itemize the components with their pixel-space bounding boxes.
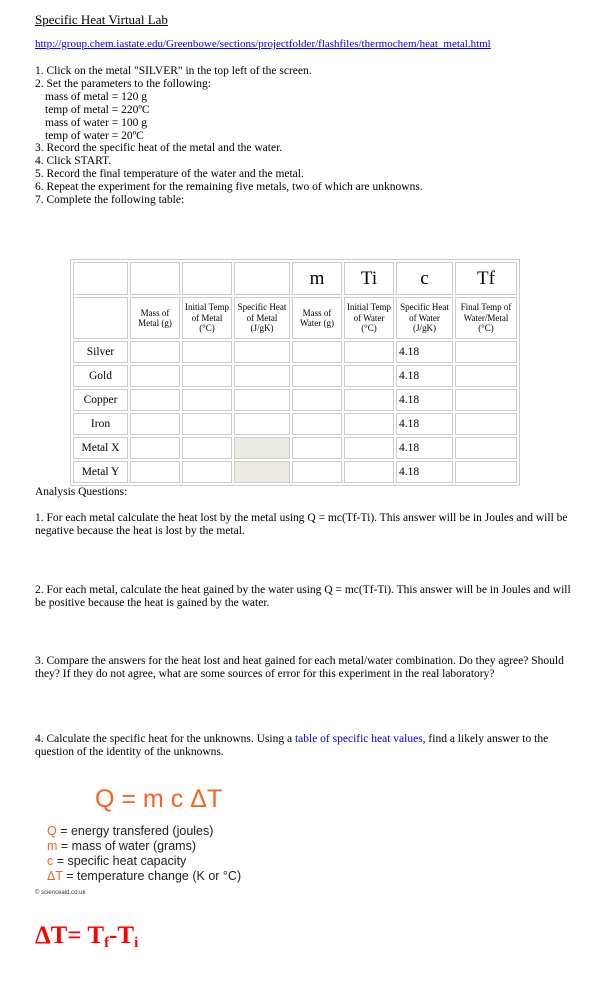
table-row bbox=[73, 413, 517, 435]
formula-legend bbox=[47, 824, 241, 884]
symbol-header: Tf bbox=[455, 262, 517, 295]
metal-name: Iron bbox=[73, 413, 128, 435]
empty-cell bbox=[344, 413, 394, 435]
empty-cell bbox=[182, 461, 232, 483]
column-header: Mass of Water (g) bbox=[292, 297, 342, 339]
empty-cell bbox=[182, 365, 232, 387]
question-3: 3. Compare the answers for the heat lost and heat gained for each metal/water combination. Do they agree? Should they? If they do not agree, what are some sources of error for this experiment in the real laboratory? bbox=[35, 655, 564, 680]
empty-cell bbox=[182, 413, 232, 435]
subscript-f: f bbox=[104, 935, 110, 951]
empty-cell bbox=[455, 437, 517, 459]
empty-cell bbox=[455, 461, 517, 483]
legend-text: = energy transfered (joules) bbox=[56, 824, 214, 838]
question-4 bbox=[35, 733, 575, 759]
parameter: temp of metal = 220ºC bbox=[45, 103, 150, 116]
empty-cell bbox=[234, 365, 290, 387]
subscript-i: i bbox=[134, 935, 139, 951]
data-table bbox=[70, 259, 520, 486]
empty-cell bbox=[234, 389, 290, 411]
empty-cell bbox=[130, 413, 180, 435]
empty-cell bbox=[234, 461, 290, 483]
metal-name: Copper bbox=[73, 389, 128, 411]
delta-text: ΔT= T bbox=[35, 922, 105, 949]
empty-cell bbox=[130, 341, 180, 363]
step: 5. Record the final temperature of the water and the metal. bbox=[35, 168, 304, 181]
water-specific-heat: 4.18 bbox=[396, 413, 453, 435]
empty-cell bbox=[234, 341, 290, 363]
legend-symbol: m bbox=[47, 839, 58, 853]
empty-cell bbox=[234, 413, 290, 435]
symbol-header: Ti bbox=[344, 262, 394, 295]
question-4-text: 4. Calculate the specific heat for the unknowns. Using a bbox=[35, 733, 295, 745]
specific-heat-table-link[interactable]: table of specific heat values bbox=[294, 733, 423, 745]
question-1: 1. For each metal calculate the heat lost by the metal using Q = mc(Tf-Ti). This answer will be in Joules and will be negative because the heat is lost by the metal. bbox=[35, 512, 568, 537]
step: 3. Record the specific heat of the metal and the water. bbox=[35, 142, 283, 155]
legend-text: = temperature change (K or °C) bbox=[62, 869, 242, 883]
empty-cell bbox=[292, 365, 342, 387]
water-specific-heat: 4.18 bbox=[396, 437, 453, 459]
empty-cell bbox=[344, 461, 394, 483]
question-4-text: , find a likely answer to the question of the identity of the unknowns. bbox=[35, 733, 549, 758]
metal-name: Metal Y bbox=[73, 461, 128, 483]
step: 7. Complete the following table: bbox=[35, 194, 185, 207]
table-row bbox=[73, 437, 517, 459]
empty-cell bbox=[455, 413, 517, 435]
empty-cell bbox=[344, 437, 394, 459]
empty-cell bbox=[130, 389, 180, 411]
column-header: Specific Heat of Water (J/gK) bbox=[396, 297, 453, 339]
column-header bbox=[73, 297, 128, 339]
column-header: Specific Heat of Metal (J/gK) bbox=[234, 297, 290, 339]
instructions-list bbox=[35, 65, 423, 207]
column-header: Final Temp of Water/Metal (°C) bbox=[455, 297, 517, 339]
heat-formula: Q = m c ΔT bbox=[95, 785, 223, 813]
symbol-header: m bbox=[292, 262, 342, 295]
water-specific-heat: 4.18 bbox=[396, 341, 453, 363]
empty-cell bbox=[455, 389, 517, 411]
water-specific-heat: 4.18 bbox=[396, 365, 453, 387]
image-credit: © scienceaid.co.uk bbox=[35, 890, 86, 896]
column-header: Initial Temp of Water (°C) bbox=[344, 297, 394, 339]
step: 2. Set the parameters to the following: bbox=[35, 77, 211, 90]
symbol-header bbox=[73, 262, 128, 295]
legend-text: = specific heat capacity bbox=[53, 854, 187, 868]
legend-symbol: Q bbox=[47, 824, 57, 838]
parameter: mass of water = 100 g bbox=[45, 116, 147, 129]
legend-symbol: c bbox=[47, 854, 54, 868]
empty-cell bbox=[455, 341, 517, 363]
column-header: Initial Temp of Metal (°C) bbox=[182, 297, 232, 339]
analysis-heading: Analysis Questions: bbox=[35, 486, 128, 498]
table-row bbox=[73, 365, 517, 387]
empty-cell bbox=[130, 437, 180, 459]
lab-url-link[interactable]: http://group.chem.iastate.edu/Greenbowe/sections/projectfolder/flashfiles/thermochem/heat_metal.html bbox=[35, 38, 491, 50]
empty-cell bbox=[292, 461, 342, 483]
empty-cell bbox=[292, 389, 342, 411]
empty-cell bbox=[130, 461, 180, 483]
empty-cell bbox=[182, 389, 232, 411]
step: 6. Repeat the experiment for the remaining five metals, two of which are unknowns. bbox=[35, 181, 423, 194]
metal-name: Metal X bbox=[73, 437, 128, 459]
symbol-header bbox=[234, 262, 290, 295]
empty-cell bbox=[292, 341, 342, 363]
page-title: Specific Heat Virtual Lab bbox=[35, 12, 168, 27]
question-2: 2. For each metal, calculate the heat gained by the water using Q = mc(Tf-Ti). This answer will be in Joules and will be positive because the heat is gained by the water. bbox=[35, 584, 571, 609]
table-row bbox=[73, 341, 517, 363]
delta-text: -T bbox=[109, 922, 135, 949]
water-specific-heat: 4.18 bbox=[396, 389, 453, 411]
legend-text: = mass of water (grams) bbox=[57, 839, 196, 853]
empty-cell bbox=[234, 437, 290, 459]
symbol-header bbox=[130, 262, 180, 295]
step: 4. Click START. bbox=[35, 155, 112, 168]
empty-cell bbox=[292, 437, 342, 459]
empty-cell bbox=[292, 413, 342, 435]
symbol-header bbox=[182, 262, 232, 295]
empty-cell bbox=[182, 437, 232, 459]
empty-cell bbox=[344, 365, 394, 387]
parameter: temp of water = 20ºC bbox=[45, 129, 144, 142]
step: 1. Click on the metal "SILVER" in the top left of the screen. bbox=[35, 65, 312, 77]
metal-name: Gold bbox=[73, 365, 128, 387]
empty-cell bbox=[182, 341, 232, 363]
empty-cell bbox=[344, 341, 394, 363]
legend-symbol: ΔT bbox=[47, 869, 63, 883]
column-header: Mass of Metal (g) bbox=[130, 297, 180, 339]
empty-cell bbox=[344, 389, 394, 411]
table-row bbox=[73, 389, 517, 411]
parameter: mass of metal = 120 g bbox=[45, 90, 147, 103]
empty-cell bbox=[130, 365, 180, 387]
water-specific-heat: 4.18 bbox=[396, 461, 453, 483]
metal-name: Silver bbox=[73, 341, 128, 363]
empty-cell bbox=[455, 365, 517, 387]
delta-t-formula bbox=[35, 922, 138, 952]
table-row bbox=[73, 461, 517, 483]
symbol-header: c bbox=[396, 262, 453, 295]
